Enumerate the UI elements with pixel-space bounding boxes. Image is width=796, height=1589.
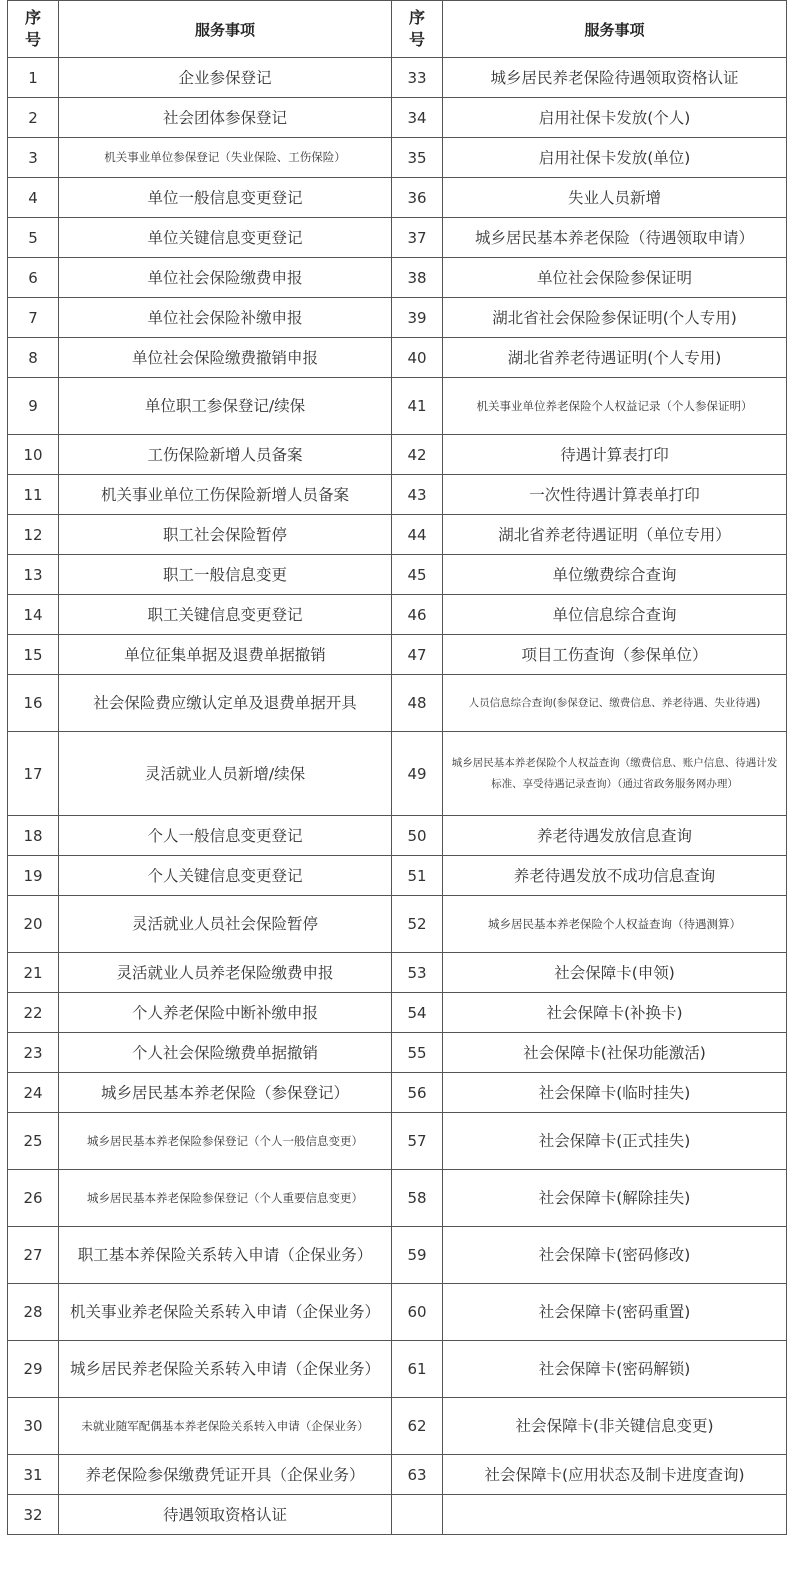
table-row [8,635,787,675]
table-row [8,816,787,856]
row-item-left: 单位关键信息变更登记 [59,218,392,258]
row-item-left: 单位社会保险补缴申报 [59,298,392,338]
table-row [8,1033,787,1073]
row-seq-left: 27 [8,1227,59,1284]
table-row [8,435,787,475]
table-row [8,595,787,635]
table-row [8,218,787,258]
row-seq-left: 5 [8,218,59,258]
row-seq-right: 60 [392,1284,443,1341]
row-item-left: 未就业随军配偶基本养老保险关系转入申请（企保业务） [59,1398,392,1455]
row-item-left: 单位社会保险缴费申报 [59,258,392,298]
row-item-left: 灵活就业人员社会保险暂停 [59,896,392,953]
row-item-left: 社会团体参保登记 [59,98,392,138]
table-row [8,338,787,378]
row-seq-left: 16 [8,675,59,732]
row-item-right: 养老待遇发放信息查询 [443,816,787,856]
table-row [8,732,787,816]
table-body [8,58,787,1535]
row-item-right: 湖北省养老待遇证明(个人专用) [443,338,787,378]
table-row [8,1073,787,1113]
row-item-right: 社会保障卡(应用状态及制卡进度查询) [443,1455,787,1495]
table-row [8,555,787,595]
row-item-left: 工伤保险新增人员备案 [59,435,392,475]
table-row [8,896,787,953]
row-item-right: 待遇计算表打印 [443,435,787,475]
row-seq-left: 10 [8,435,59,475]
row-item-right: 单位信息综合查询 [443,595,787,635]
row-item-left: 个人一般信息变更登记 [59,816,392,856]
table-row [8,675,787,732]
row-seq-left: 7 [8,298,59,338]
row-item-right: 单位社会保险参保证明 [443,258,787,298]
row-seq-left: 8 [8,338,59,378]
row-item-right: 单位缴费综合查询 [443,555,787,595]
row-item-left: 机关事业养老保险关系转入申请（企保业务） [59,1284,392,1341]
table-row [8,515,787,555]
table-row [8,378,787,435]
row-item-left: 社会保险费应缴认定单及退费单据开具 [59,675,392,732]
row-seq-right: 62 [392,1398,443,1455]
table-header-row [8,1,787,58]
row-item-left: 城乡居民基本养老保险（参保登记） [59,1073,392,1113]
table-row [8,1113,787,1170]
row-seq-left: 2 [8,98,59,138]
row-seq-right: 56 [392,1073,443,1113]
row-seq-right: 48 [392,675,443,732]
row-item-left: 机关事业单位工伤保险新增人员备案 [59,475,392,515]
table-row [8,1284,787,1341]
row-seq-left: 1 [8,58,59,98]
table-row [8,138,787,178]
table-row [8,1495,787,1535]
row-item-left: 个人养老保险中断补缴申报 [59,993,392,1033]
row-seq-right: 36 [392,178,443,218]
table-row [8,258,787,298]
row-item-right: 社会保障卡(申领) [443,953,787,993]
row-item-left: 单位一般信息变更登记 [59,178,392,218]
row-item-right: 社会保障卡(解除挂失) [443,1170,787,1227]
table-row [8,98,787,138]
row-item-right: 项目工伤查询（参保单位） [443,635,787,675]
row-seq-left: 28 [8,1284,59,1341]
row-seq-right: 40 [392,338,443,378]
table-row [8,856,787,896]
row-item-right: 社会保障卡(正式挂失) [443,1113,787,1170]
row-seq-right: 33 [392,58,443,98]
row-seq-right: 45 [392,555,443,595]
row-item-left: 企业参保登记 [59,58,392,98]
row-seq-right: 50 [392,816,443,856]
header-item-right: 服务事项 [443,1,787,58]
row-seq-left: 17 [8,732,59,816]
row-seq-right: 35 [392,138,443,178]
row-seq-right: 53 [392,953,443,993]
row-seq-left: 19 [8,856,59,896]
row-seq-right: 55 [392,1033,443,1073]
table-row [8,993,787,1033]
table-row [8,1341,787,1398]
row-seq-right: 41 [392,378,443,435]
table-row [8,298,787,338]
row-seq-left: 12 [8,515,59,555]
row-item-right: 社会保障卡(密码修改) [443,1227,787,1284]
row-item-left: 灵活就业人员养老保险缴费申报 [59,953,392,993]
header-seq-left: 序 号 [8,1,59,58]
row-item-left: 职工关键信息变更登记 [59,595,392,635]
row-seq-left: 22 [8,993,59,1033]
row-seq-right: 38 [392,258,443,298]
row-item-right: 社会保障卡(社保功能激活) [443,1033,787,1073]
service-items-table [7,0,787,1535]
row-seq-left: 13 [8,555,59,595]
row-item-left: 城乡居民基本养老保险参保登记（个人重要信息变更） [59,1170,392,1227]
row-item-right: 城乡居民基本养老保险个人权益查询（缴费信息、账户信息、待遇计发标准、享受待遇记录查询）（通过省政务服务网办理） [443,732,787,816]
row-seq-right: 58 [392,1170,443,1227]
row-seq-left: 32 [8,1495,59,1535]
table-row [8,475,787,515]
row-seq-right: 39 [392,298,443,338]
row-item-left: 个人社会保险缴费单据撤销 [59,1033,392,1073]
row-seq-left: 4 [8,178,59,218]
row-seq-right: 63 [392,1455,443,1495]
row-item-left: 灵活就业人员新增/续保 [59,732,392,816]
row-seq-right [392,1495,443,1535]
row-seq-left: 18 [8,816,59,856]
row-seq-left: 31 [8,1455,59,1495]
service-table-container [7,0,786,1535]
row-item-right: 城乡居民基本养老保险（待遇领取申请） [443,218,787,258]
row-seq-left: 23 [8,1033,59,1073]
row-seq-left: 24 [8,1073,59,1113]
row-seq-left: 29 [8,1341,59,1398]
row-seq-left: 3 [8,138,59,178]
row-seq-left: 30 [8,1398,59,1455]
row-item-left: 单位征集单据及退费单据撤销 [59,635,392,675]
header-item-left: 服务事项 [59,1,392,58]
row-seq-right: 51 [392,856,443,896]
row-item-right: 城乡居民基本养老保险个人权益查询（待遇测算） [443,896,787,953]
row-item-right: 湖北省养老待遇证明（单位专用） [443,515,787,555]
row-seq-left: 6 [8,258,59,298]
row-item-left: 职工社会保险暂停 [59,515,392,555]
row-seq-left: 25 [8,1113,59,1170]
row-item-right: 启用社保卡发放(个人) [443,98,787,138]
row-seq-right: 43 [392,475,443,515]
row-item-right: 机关事业单位养老保险个人权益记录（个人参保证明） [443,378,787,435]
row-seq-left: 15 [8,635,59,675]
row-seq-right: 42 [392,435,443,475]
row-item-right: 启用社保卡发放(单位) [443,138,787,178]
row-item-left: 机关事业单位参保登记（失业保险、工伤保险） [59,138,392,178]
row-item-right: 城乡居民养老保险待遇领取资格认证 [443,58,787,98]
row-item-right: 人员信息综合查询(参保登记、缴费信息、养老待遇、失业待遇) [443,675,787,732]
row-item-right [443,1495,787,1535]
row-item-left: 单位社会保险缴费撤销申报 [59,338,392,378]
row-seq-left: 11 [8,475,59,515]
row-item-right: 养老待遇发放不成功信息查询 [443,856,787,896]
table-row [8,1455,787,1495]
header-seq-right: 序 号 [392,1,443,58]
row-seq-right: 57 [392,1113,443,1170]
row-seq-right: 52 [392,896,443,953]
table-row [8,1398,787,1455]
row-seq-right: 49 [392,732,443,816]
row-item-left: 职工一般信息变更 [59,555,392,595]
row-item-right: 社会保障卡(密码解锁) [443,1341,787,1398]
row-seq-right: 46 [392,595,443,635]
table-row [8,953,787,993]
row-item-left: 待遇领取资格认证 [59,1495,392,1535]
row-seq-right: 54 [392,993,443,1033]
row-item-right: 社会保障卡(非关键信息变更) [443,1398,787,1455]
row-item-left: 职工基本养保险关系转入申请（企保业务） [59,1227,392,1284]
row-seq-left: 20 [8,896,59,953]
row-seq-left: 21 [8,953,59,993]
row-seq-right: 59 [392,1227,443,1284]
row-seq-left: 9 [8,378,59,435]
row-seq-right: 34 [392,98,443,138]
row-item-left: 城乡居民基本养老保险参保登记（个人一般信息变更） [59,1113,392,1170]
row-item-left: 养老保险参保缴费凭证开具（企保业务） [59,1455,392,1495]
table-row [8,1227,787,1284]
row-seq-left: 14 [8,595,59,635]
row-item-right: 失业人员新增 [443,178,787,218]
row-seq-right: 47 [392,635,443,675]
row-seq-right: 37 [392,218,443,258]
row-item-right: 社会保障卡(临时挂失) [443,1073,787,1113]
row-item-right: 湖北省社会保险参保证明(个人专用) [443,298,787,338]
row-item-left: 个人关键信息变更登记 [59,856,392,896]
row-seq-left: 26 [8,1170,59,1227]
table-row [8,58,787,98]
row-item-left: 城乡居民养老保险关系转入申请（企保业务） [59,1341,392,1398]
row-seq-right: 61 [392,1341,443,1398]
row-item-right: 社会保障卡(密码重置) [443,1284,787,1341]
row-item-right: 一次性待遇计算表单打印 [443,475,787,515]
row-item-left: 单位职工参保登记/续保 [59,378,392,435]
row-item-right: 社会保障卡(补换卡) [443,993,787,1033]
row-seq-right: 44 [392,515,443,555]
table-row [8,1170,787,1227]
table-row [8,178,787,218]
